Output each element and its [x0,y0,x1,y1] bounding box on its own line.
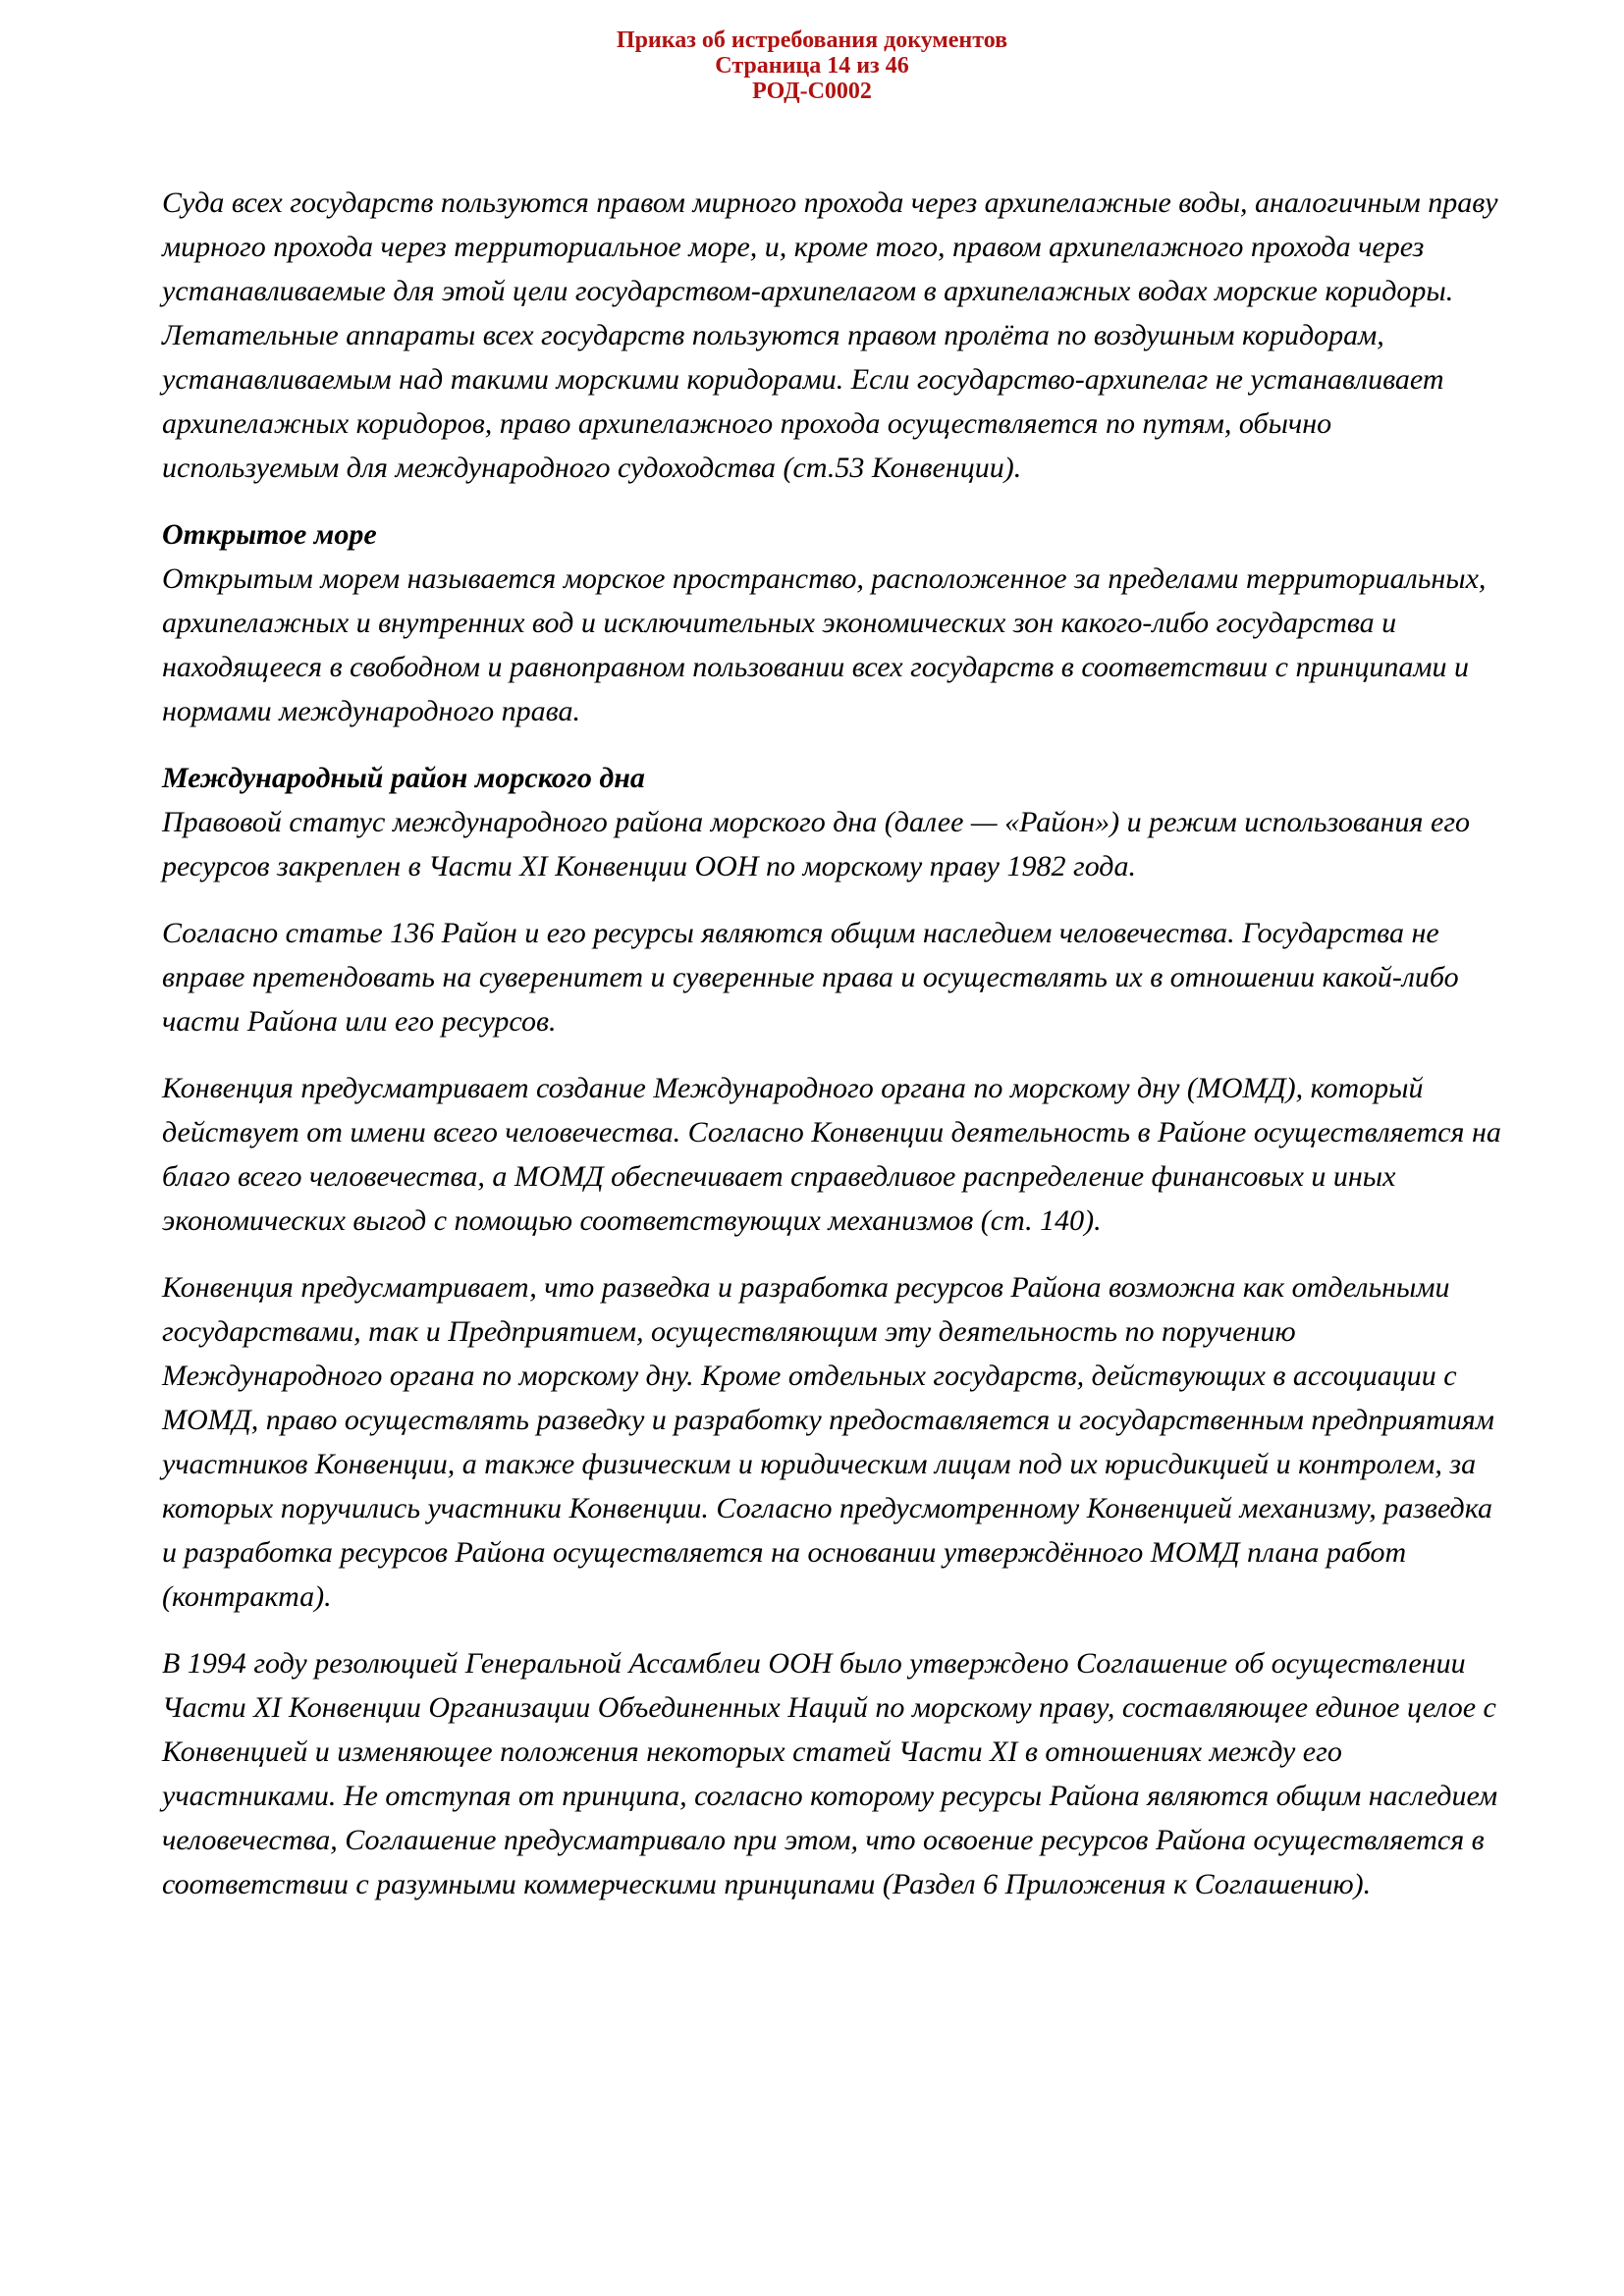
page-indicator: Страница 14 из 46 [715,53,909,79]
document-body [0,181,1624,1906]
paragraph-isa-creation: Конвенция предусматривает создание Международного органа по морскому дну (МОМД), который действует от имени всего человечества. Согласно Конвенции деятельность в Районе осуществляется на благо всего человечества, а МОМД обеспечивает справедливое распределение финансовых и иных экономических выгод с помощью соответствующих механизмов (ст. 140). [162,1072,1501,1237]
paragraph-1994-agreement: В 1994 году резолюцией Генеральной Ассамблеи ООН было утверждено Соглашение об осуществлении Части XI Конвенции Организации Объединенных Наций по морскому праву, составляющее единое целое с Конвенцией и изменяющее положения некоторых статей Части XI в отношениях между его участниками. Не отступая от принципа, согласно которому ресурсы Района являются общим наследием человечества, Соглашение предусматривало при этом, что освоение ресурсов Района осуществляется в соответствии с разумными коммерческими принципами (Раздел 6 Приложения к Соглашению). [162,1647,1498,1900]
section-heading-international-seabed-area: Международный район морского дна [162,762,645,794]
paragraph-exploration-development: Конвенция предусматривает, что разведка и разработка ресурсов Района возможна как отдельными государствами, так и Предприятием, осуществляющим эту деятельность по поручению Международного органа по морскому дну. Кроме отдельных государств, действующих в ассоциации с МОМД, право осуществлять разведку и разработку предоставляется и государственным предприятиям участников Конвенции, а также физическим и юридическим лицам под их юрисдикцией и контролем, за которых поручились участники Конвенции. Согласно предусмотренному Конвенцией механизму, разведка и разработка ресурсов Района осуществляется на основании утверждённого МОМД плана работ (контракта). [162,1271,1494,1613]
paragraph-open-sea-definition: Открытым морем называется морское пространство, расположенное за пределами территориальных, архипелажных и внутренних вод и исключительных экономических зон какого-либо государства и находящееся в свободном и равноправном пользовании всех государств в соответствии с принципами и нормами международного права. [162,562,1487,727]
paragraph-archipelagic-passage: Суда всех государств пользуются правом мирного прохода через архипелажные воды, аналогичным праву мирного прохода через территориальное море, и, кроме того, правом архипелажного прохода через устанавливаемые для этой цели государством-архипелагом в архипелажных водах морские коридоры. Летательные аппараты всех государств пользуются правом пролёта по воздушным коридорам, устанавливаемым над такими морскими коридорами. Если государство-архипелаг не устанавливает архипелажных коридоров, право архипелажного прохода осуществляется по путям, обычно используемым для международного судоходства (ст.53 Конвенции). [162,187,1498,484]
document-title: Приказ об истребования документов [616,27,1008,53]
section-heading-open-sea: Открытое море [162,518,377,551]
paragraph-area-legal-status: Правовой статус международного района морского дна (далее — «Район») и режим использования его ресурсов закреплен в Части XI Конвенции ООН по морскому праву 1982 года. [162,806,1471,882]
document-header [0,27,1624,104]
document-code: РОД-С0002 [752,79,872,104]
paragraph-article-136: Согласно статье 136 Район и его ресурсы являются общим наследием человечества. Государства не вправе претендовать на суверенитет и суверенные права и осуществлять их в отношении какой-либо части Района или его ресурсов. [162,917,1459,1038]
